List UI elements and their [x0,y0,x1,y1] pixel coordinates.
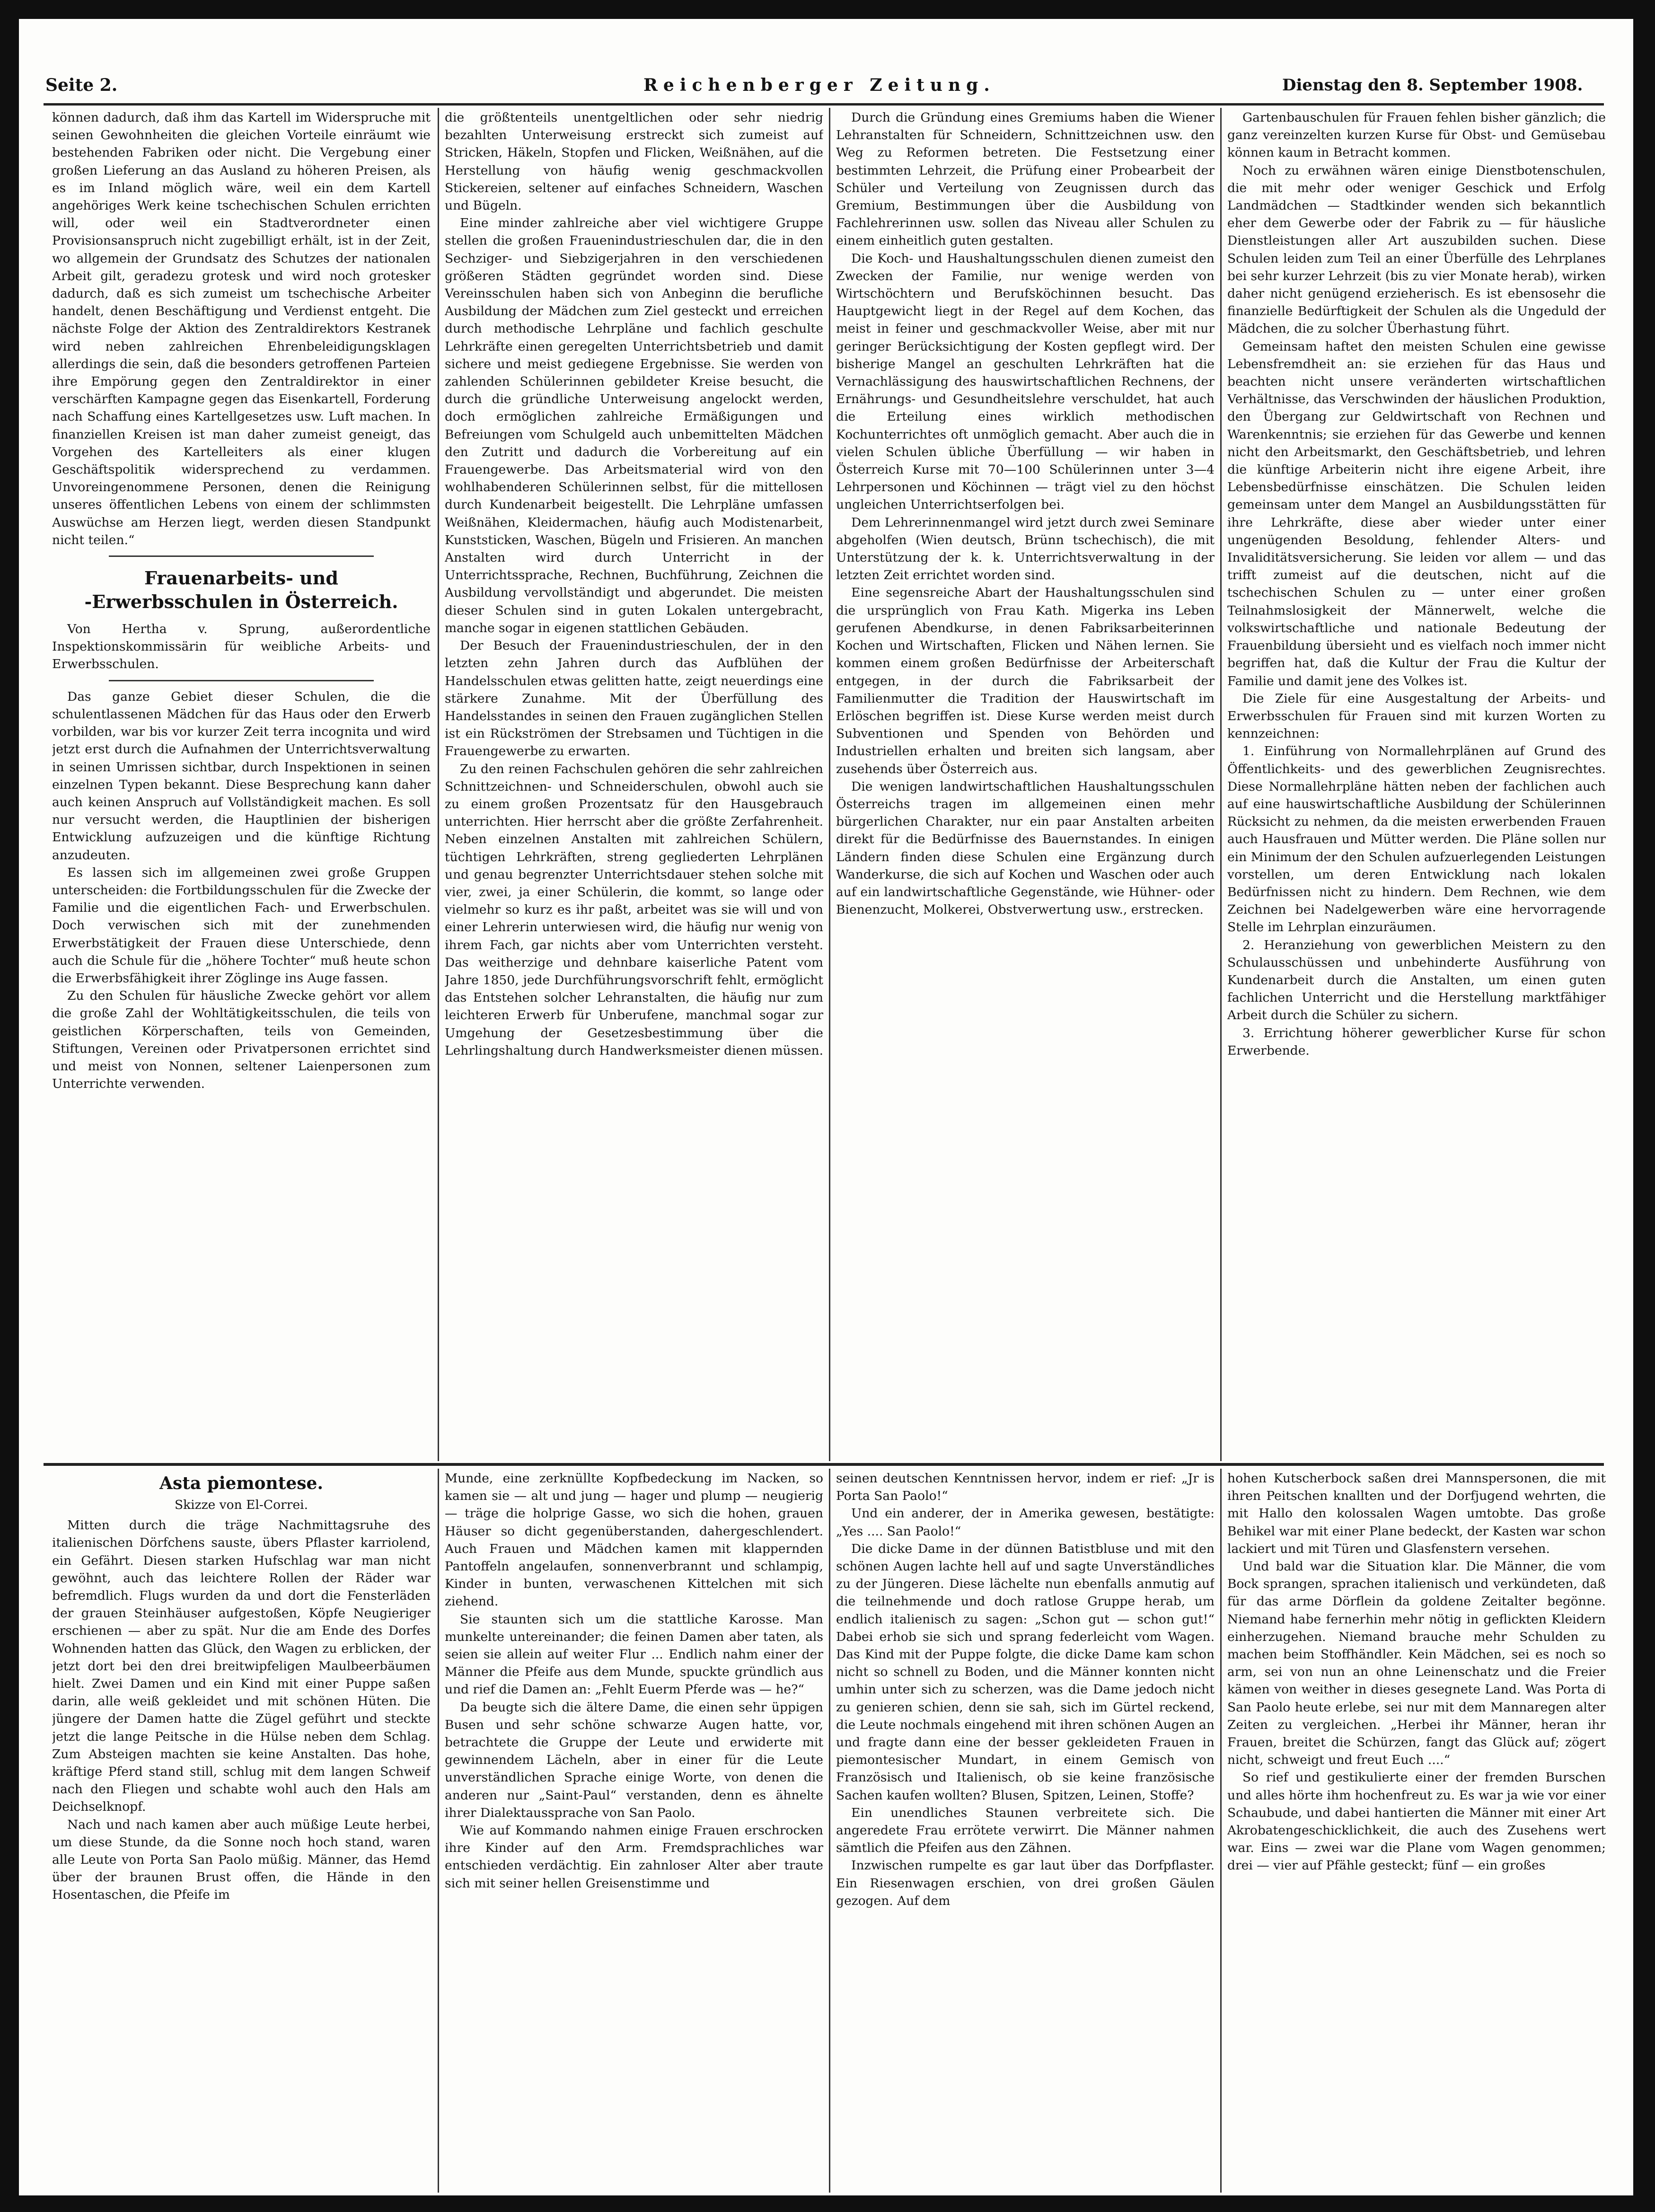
feuilleton-title: Asta piemontese. [159,1473,323,1493]
paragraph: Dem Lehrerinnenmangel wird jetzt durch zwei Seminare abgeholfen (Wien deutsch, Brünn tschechisch), die mit Unterstützung der k. k. Unterrichtsverwaltung in der letzten Zeit errichtet worden sind. [836,515,1215,583]
column-4-top [1227,109,1606,1461]
scan-edge-left [0,0,19,2212]
paragraph: Und ein anderer, der in Amerika gewesen, bestätigte: „Yes .... San Paolo!“ [836,1506,1215,1539]
paragraph: Die Koch- und Haushaltungsschulen dienen zumeist den Zwecken der Familie, nur wenige werden von Wirtschöchtern und Berufsköchinnen besucht. Das Hauptgewicht liegt in der Regel auf dem Kochen, das meist in feiner und geschmackvoller Weise, aber mit nur geringer Berücksichtigung der Kosten gepflegt wird. Der bisherige Mangel an geschulten Lehrkräften hat die Vernachlässigung des hauswirtschaftlichen Rechnens, der Ernährungs- und Gesundheitslehre verschuldet, hat auch die Erteilung eines wirklich methodischen Kochunterrichtes oft unmöglich gemacht. Aber auch die in vielen Schulen übliche Überfüllung — wir haben in Österreich Kurse mit 70—100 Schülerinnen unter 3—4 Lehrpersonen und Köchinnen — trägt viel zu den höchst ungleichen Unterrichtserfolgen bei. [836,251,1215,512]
paragraph: Es lassen sich im allgemeinen zwei große Gruppen unterscheiden: die Fortbildungsschulen für die Zwecke der Familie und die eigentlichen Fach- und Erwerbschulen. Doch verwischen sich mit der zunehmenden Erwerbstätigkeit der Frauen diese Unterschiede, denn auch die Schule für die „höhere Tochter“ muß heute schon die Erwerbsfähigkeit ihrer Zöglinge ins Auge fassen. [52,865,431,986]
paragraph: Eine segensreiche Abart der Haushaltungsschulen sind die ursprünglich von Frau Kath. Migerka ins Leben gerufenen Abendkurse, in denen Fabriksarbeiterinnen Kochen und Wirtschaften, Flicken und Nähen lernen. Sie kommen einem großen Bedürfnisse der Arbeiterschaft entgegen, in der durch die Fabriksarbeit der Familienmutter die Tradition der Hauswirtschaft im Erlöschen begriffen ist. Diese Kurse werden meist durch Subventionen und Spenden von Behörden und Industriellen erhalten und breiten sich langsam, aber zusehends über Österreich aus. [836,585,1215,776]
column-3-top [836,109,1215,1461]
article-title-line-1: Frauenarbeits- und [144,567,338,589]
section-rule [44,1463,1604,1466]
column-rule [1220,108,1222,1461]
paragraph: So rief und gestikulierte einer der fremden Burschen und alles hörte ihm hochenfreut zu. Es war ja wie vor einer Schaubude, und dabei hantierten die Männer mit einer Art Akrobatengeschicklichkeit, die auch des Zusehens wert war. Eins — zwei war die Plane vom Wagen genommen; drei — vier auf Pfähle gesteckt; fünf — ein großes [1227,1770,1606,1873]
paragraph: seinen deutschen Kenntnissen hervor, indem er rief: „Jr is Porta San Paolo!“ [836,1471,1215,1504]
paragraph: Durch die Gründung eines Gremiums haben die Wiener Lehranstalten für Schneidern, Schnittzeichnen usw. den Weg zu Reformen betreten. Die Festsetzung einer bestimmten Lehrzeit, die Prüfung einer Probearbeit der Schüler und Verteilung von Zeugnissen durch das Gremium, Bestimmungen über die Ausbildung von Fachlehrerinnen usw. sollen das Niveau aller Schulen zu einem einheitlich guten gestalten. [836,110,1215,248]
paragraph: Noch zu erwähnen wären einige Dienstbotenschulen, die mit mehr oder weniger Geschick und Erfolg Landmädchen — Stadtkinder wenden sich bekanntlich eher dem Gewerbe oder der Fabrik zu — für häusliche Dienstleistungen aller Art auszubilden suchen. Diese Schulen leiden zum Teil an einer Überfülle des Lehrplanes bei sehr kurzer Lehrzeit (bis zu vier Monate herab), wirken daher nicht genügend erzieherisch. Es ist ebensosehr die finanzielle Bedürftigkeit der Schulen als die Ungeduld der Mädchen, die zu solcher Überhastung führt. [1227,163,1606,336]
list-item: 2. Heranziehung von gewerblichen Meistern zu den Schulausschüssen und unbehinderte Ausführung von Kundenarbeit durch die Anstalten, um einen guten fachlichen Unterricht und die Herstellung marktfähiger Arbeit durch die Schüler zu sichern. [1227,937,1606,1023]
paragraph: Ein unendliches Staunen verbreitete sich. Die angeredete Frau errötete verwirrt. Die Männer nahmen sämtlich die Pfeifen aus den Zähnen. [836,1805,1215,1856]
page-number: Seite 2. [45,75,118,95]
paragraph: Zu den Schulen für häusliche Zwecke gehört vor allem die große Zahl der Wohltätigkeitsschulen, die teils von geistlichen Körperschaften, teils von Gemeinden, Stiftungen, Vereinen oder Privatpersonen errichtet sind und meist von Nonnen, seltener Laienpersonen zum Unterrichte verwenden. [52,988,431,1092]
scan-edge-bottom [0,2195,1655,2212]
paragraph: Da beugte sich die ältere Dame, die einen sehr üppigen Busen und sehr schöne schwarze Augen hatte, vor, betrachtete die Gruppe der Leute und erwiderte mit gewinnendem Lächeln, aber in einer für die Leute unverständlichen Sprache einige Worte, von denen die anderen nur „Saint-Paul“ verstanden, denn es ähnelte ihrer Dialektaussprache von San Paolo. [445,1700,823,1820]
column-rule [438,108,439,1461]
article-byline: Von Hertha v. Sprung, außerordentliche Inspektionskommissärin für weibliche Arbeits- und Erwerbsschulen. [52,622,431,672]
scan-edge-top [0,0,1655,19]
article-title [52,566,431,614]
paragraph: Gartenbauschulen für Frauen fehlen bisher gänzlich; die ganz vereinzelten kurzen Kurse für Obst- und Gemüsebau können kaum in Betracht kommen. [1227,110,1606,160]
paragraph: Die dicke Dame in der dünnen Batistbluse und mit den schönen Augen lachte hell auf und sagte Unverständliches zu der Jüngeren. Diese lächelte nun ebenfalls anmutig auf die teilnehmende und doch ratlose Gruppe herab, um endlich italienisch zu sagen: „Schon gut — schon gut!“ Dabei erhob sie sich und sprang federleicht vom Wagen. Das Kind mit der Puppe folgte, die dicke Dame kam schon nicht so schnell zu Boden, und die Männer konnten nicht umhin unter sich zu scherzen, was die Dame jedoch nicht zu genieren schien, denn sie sah, sich im Gürtel reckend, die Leute nochmals eingehend mit ihren schönen Augen an und fragte dann eine der besser gekleideten Frauen in piemontesischer Mundart, in einem Gemisch von Französisch und Italienisch, ob sie keine französische Sachen kaufen wollten? Blusen, Spitzen, Leinen, Stoffe? [836,1541,1215,1803]
paragraph: hohen Kutscherbock saßen drei Mannspersonen, die mit ihren Peitschen knallten und der Dorfjugend wehrten, die mit Hallo den kolossalen Wagen umtobte. Das große Behikel war mit einer Plane bedeckt, der Kasten war schon lackiert und mit Türen und Glasfenstern versehen. [1227,1471,1606,1556]
paragraph: Nach und nach kamen aber auch müßige Leute herbei, um diese Stunde, da die Sonne noch hoch stand, waren alle Leute von Porta San Paolo müßig. Männer, das Hemd über der braunen Brust offen, die Hände in den Hosentaschen, die Pfeife im [52,1817,431,1903]
feuilleton-column-2 [445,1470,823,2194]
list-item: 1. Einführung von Normallehrplänen auf Grund des Öffentlichkeits- und des gewerblichen Zeugnisrechtes. Diese Normallehrpläne hätten neben der fachlichen auch auf eine hauswirtschaftliche Ausbildung der Schülerinnen Rücksicht zu nehmen, da die meisten erwerbenden Frauen auch Hausfrauen und Mütter werden. Die Pläne sollen nur ein Minimum der den Schulen aufzuerlegenden Leistungen vorstellen, um deren Entwicklung nach lokalen Bedürfnissen nicht zu hindern. Dem Rechnen, wie dem Zeichnen bei Nadelgewerben wäre eine hervorragende Stelle im Lehrplan einzuräumen. [1227,744,1606,935]
feuilleton-byline: Skizze von El-Correi. [174,1498,308,1512]
column-1-top [52,109,431,1461]
paragraph: Die wenigen landwirtschaftlichen Haushaltungsschulen Österreichs tragen im allgemeinen einen mehr bürgerlichen Charakter, nur ein paar Anstalten arbeiten direkt für die Bedürfnisse des Bauernstandes. In einigen Ländern finden diese Schulen eine Ergänzung durch Wanderkurse, die sich auf Kochen und Waschen oder auch auf ein landwirtschaftliche Gegenstände, wie Hühner- oder Bienenzucht, Molkerei, Obstverwertung usw., erstrecken. [836,779,1215,917]
paragraph: Und bald war die Situation klar. Die Männer, die vom Bock sprangen, sprachen italienisch und verkündeten, daß für das arme Dörflein da goldene Zeitalter begönne. Niemand habe fernerhin mehr nötig in geflickten Kleidern einherzugehen. Niemand brauche mehr Schulden zu machen beim Stoffhändler. Kein Mädchen, sei es noch so arm, sei von nun an ohne Leinenschatz und die Freier kämen von weither in dieses gesegnete Land. Was Porta di San Paolo heute erlebe, sei nur mit dem Mannaregen alter Zeiten zu vergleichen. „Herbei ihr Männer, heran ihr Frauen, breitet die Schürzen, fangt das Glück auf; zögert nicht, schweigt und freut Euch ....“ [1227,1559,1606,1768]
section-divider [109,555,374,557]
paragraph: Munde, eine zerknüllte Kopfbedeckung im Nacken, so kamen sie — alt und jung — hager und plump — neugierig — träge die holprige Gasse, wo sich die hohen, grauen Häuser so dicht gegenüberstanden, dahergeschlendert. Auch Frauen und Mädchen kamen mit klappernden Pantoffeln angelaufen, sonnenverbrannt und schlampig, Kinder in bunten, verwaschenen Kittelchen mit sich ziehend. [445,1471,823,1609]
paragraph: Zu den reinen Fachschulen gehören die sehr zahlreichen Schnittzeichnen- und Schneiderschulen, obwohl auch sie zu einem großen Prozentsatz für den Hausgebrauch unterrichten. Hier herrscht aber die größte Zerfahrenheit. Neben einzelnen Anstalten mit zahlreichen Schülern, tüchtigen Lehrkräften, streng gegliederten Lehrplänen und genau begrenzter Unterrichtsdauer stehen solche mit vier, zwei, ja einer Schülerin, die kommt, so lange oder vielmehr so kurz es ihr paßt, arbeitet was sie will und von einer Lehrerin unterwiesen wird, die häufig nur wenig von ihrem Fach, gar nichts aber vom Unterrichten versteht. Das weitherzige und dehnbare kaiserliche Patent vom Jahre 1850, jede Durchführungsvorschrift fehlt, ermöglicht das Entstehen solcher Lehranstalten, die häufig nur zum leichteren Erwerb für Unberufene, manchmal sogar zur Umgehung der Gesetzesbestimmung über die Lehrlingshaltung durch Handwerksmeister dienen müssen. [445,761,823,1058]
continued-text: können dadurch, daß ihm das Kartell im Widerspruche mit seinen Gewohnheiten die gleichen Vorteile einräumt wie bestehenden Fabriken oder nicht. Die Vergebung einer großen Lieferung an das Ausland zu höheren Preisen, als es im Inland möglich wäre, weil ein dem Kartell angehöriges Werk keine tschechischen Schulen errichten will, oder weil ein Stadtverordneter einen Provisionsanspruch nicht zugebilligt erhält, ist in der Zeit, wo allgemein der Grundsatz des Schutzes der nationalen Arbeit gilt, geradezu grotesk und wird noch grotesker dadurch, daß es sich zumeist um tschechische Arbeiter handelt, denen Beschäftigung und Verdienst entgeht. Die nächste Folge der Aktion des Zentraldirektors Kestranek wird neben zahlreichen Ehrenbeleidigungsklagen allerdings die sein, daß die besonders getroffenen Parteien ihre Empörung gegen den Zentraldirektor in einer verschärften Kampagne gegen das Eisenkartell, Forderung nach Schaffung eines Kartellgesetzes usw. Luft machen. In finanziellen Kreisen ist man daher zumeist geneigt, das Vorgehen des Kartelleiters als einer klugen Geschäftspolitik widersprechend zu verdammen. Unvoreingenommene Personen, denen die Reinigung unseres öffentlichen Lebens von einem der schlimmsten Auswüchse am Herzen liegt, werden diesen Standpunkt nicht teilen.“ [52,110,431,547]
paragraph: die größtenteils unentgeltlichen oder sehr niedrig bezahlten Unterweisung erstreckt sich zumeist auf Stricken, Häkeln, Stopfen und Flicken, Weißnähen, auf die Herstellung von häufig wenig geschmackvollen Stickereien, seltener auf einfaches Schneidern, Waschen und Bügeln. [445,110,823,213]
paragraph: Mitten durch die träge Nachmittagsruhe des italienischen Dörfchens sauste, übers Pflaster karriolend, ein Gefährt. Diesen starken Hufschlag war man nicht gewöhnt, auch das leichtere Rollen der Räder war befremdlich. Flugs wurden da und dort die Fensterläden der grauen Steinhäuser aufgestoßen, Köpfe Neugieriger erschienen — aber zu spät. Nur die am Ende des Dorfes Wohnenden hatten das Glück, den Wagen zu erblicken, der jetzt dort bei den drei breitwipfeligen Maulbeerbäumen hielt. Zwei Damen und ein Kind mit einer Puppe saßen darin, alle weiß gekleidet und mit schönen Hüten. Die jüngere der Damen hatte die Zügel geführt und steckte jetzt die lange Peitsche in die Hülse neben dem Schlag. Zum Absteigen machten sie keine Anstalten. Das hohe, kräftige Pferd stand still, schlug mit dem langen Schweif nach den Fliegen und schabte wohl auch den Hals am Deichselknopf. [52,1518,431,1815]
paragraph: Inzwischen rumpelte es gar laut über das Dorfpflaster. Ein Riesenwagen erschien, von drei großen Gäulen gezogen. Auf dem [836,1858,1215,1908]
list-item: 3. Errichtung höherer gewerblicher Kurse für schon Erwerbende. [1227,1025,1606,1058]
header-rule [44,103,1604,106]
column-2-top [445,109,823,1461]
column-rule [829,108,830,1461]
paragraph: Der Besuch der Frauenindustrieschulen, der in den letzten zehn Jahren durch das Aufblühen der Handelsschulen etwas gelitten hatte, zeigt neuerdings eine stärkere Zunahme. Mit der Überfüllung des Handelsstandes in seinen den Frauen zugänglichen Stellen ist ein Rückströmen der Strebsamen und Tüchtigen in die Frauengewerbe zu erwarten. [445,638,823,759]
issue-date: Dienstag den 8. September 1908. [1282,76,1583,95]
paragraph: Wie auf Kommando nahmen einige Frauen erschrocken ihre Kinder auf den Arm. Fremdsprachliches war entschieden verdächtig. Ein zahnloser Alter aber traute sich mit seiner hellen Greisenstimme und [445,1823,823,1891]
column-rule [1220,1469,1222,2193]
feuilleton-column-1 [52,1470,431,2194]
paragraph: Das ganze Gebiet dieser Schulen, die die schulentlassenen Mädchen für das Haus oder den Erwerb vorbilden, war bis vor kurzer Zeit terra incognita und wird jetzt erst durch die Aufnahmen der Unterrichtsverwaltung in seinen Umrissen sichtbar, durch Inspektionen in seinen einzelnen Typen bekannt. Diese Besprechung kann daher auch keinen Anspruch auf Vollständigkeit machen. Es soll nur versucht werden, die Hauptlinien der bisherigen Entwicklung aufzuzeigen und die künftige Richtung anzudeuten. [52,689,431,863]
scan-edge-right [1633,0,1655,2212]
byline-divider [109,680,374,681]
paragraph: Sie staunten sich um die stattliche Karosse. Man munkelte untereinander; die feinen Damen aber taten, als seien sie allein auf weiter Flur ... Endlich nahm einer der Männer die Pfeife aus dem Munde, spuckte gründlich aus und rief die Damen an: „Fehlt Euerm Pferde was — he?“ [445,1612,823,1697]
feuilleton-column-3 [836,1470,1215,2194]
article-title-line-2: -Erwerbsschulen in Österreich. [84,591,398,613]
paragraph: Gemeinsam haftet den meisten Schulen eine gewisse Lebensfremdheit an: sie erziehen für das Haus und beachten nicht unsere veränderten wirtschaftlichen Verhältnisse, das Verschwinden der häuslichen Produktion, den Übergang zur Geldwirtschaft von Rechnen und Warenkenntnis; sie erziehen für das Gewerbe und kennen nicht den Arbeitsmarkt, den Geschäftsbetrieb, und lehren die künftige Arbeiterin nicht ihre eigene Arbeit, ihre Lebensbedürfnisse einschätzen. Die Schulen leiden gemeinsam unter dem Mangel an Ausbildungsstätten für ihre Lehrkräfte, diese aber wieder unter einer ungenügenden Besoldung, fehlender Alters- und Invaliditätsversicherung. Sie leiden vor allem — und das trifft zumeist auf die deutschen, nicht auf die tschechischen Schulen zu — unter einer großen Teilnahmslosigkeit der Männerwelt, welche die volkswirtschaftliche und nationale Bedeutung der Frauenbildung übersieht und es vielfach noch immer nicht begriffen hat, daß die Kultur der Frau die Kultur der Familie und damit jene des Volkes ist. [1227,339,1606,688]
paragraph: Eine minder zahlreiche aber viel wichtigere Gruppe stellen die großen Frauenindustrieschulen dar, die in den Sechziger- und Siebzigerjahren in den verschiedenen größeren Städten gegründet worden sind. Diese Vereinsschulen haben sich von Anbeginn die berufliche Ausbildung der Mädchen zum Ziel gesteckt und erreichen durch methodische Lehrpläne und fachlich geschulte Lehrkräfte einen geregelten Unterrichtsbetrieb und damit sichere und meist gediegene Ergebnisse. Sie werden von zahlenden Schülerinnen gebildeter Kreise besucht, die durch die gründliche Unterweisung angelockt werden, doch ermöglichen zahlreiche Ermäßigungen und Befreiungen vom Schulgeld auch unbemittelten Mädchen den Zutritt und dadurch die Vorbereitung auf ein Frauengewerbe. Das Arbeitsmaterial wird von den wohlhabenderen Schülerinnen selbst, für die mittellosen durch Kundenarbeit beigestellt. Die Lehrpläne umfassen Weißnähen, Kleidermachen, häufig auch Modistenarbeit, Kunststicken, Waschen, Bügeln und Frisieren. An manchen Anstalten wird durch Unterricht in der Unterrichtssprache, Rechnen, Buchführung, Zeichnen die Ausbildung vervollständigt und abgerundet. Die meisten dieser Schulen sind in guten Lokalen untergebracht, manche sogar in eigenen stattlichen Gebäuden. [445,216,823,635]
paragraph: Die Ziele für eine Ausgestaltung der Arbeits- und Erwerbsschulen für Frauen sind mit kurzen Worten zu kennzeichnen: [1227,691,1606,741]
feuilleton-column-4 [1227,1470,1606,2194]
column-rule [438,1469,439,2193]
column-rule [829,1469,830,2193]
newspaper-title: Reichenberger Zeitung. [643,75,995,95]
